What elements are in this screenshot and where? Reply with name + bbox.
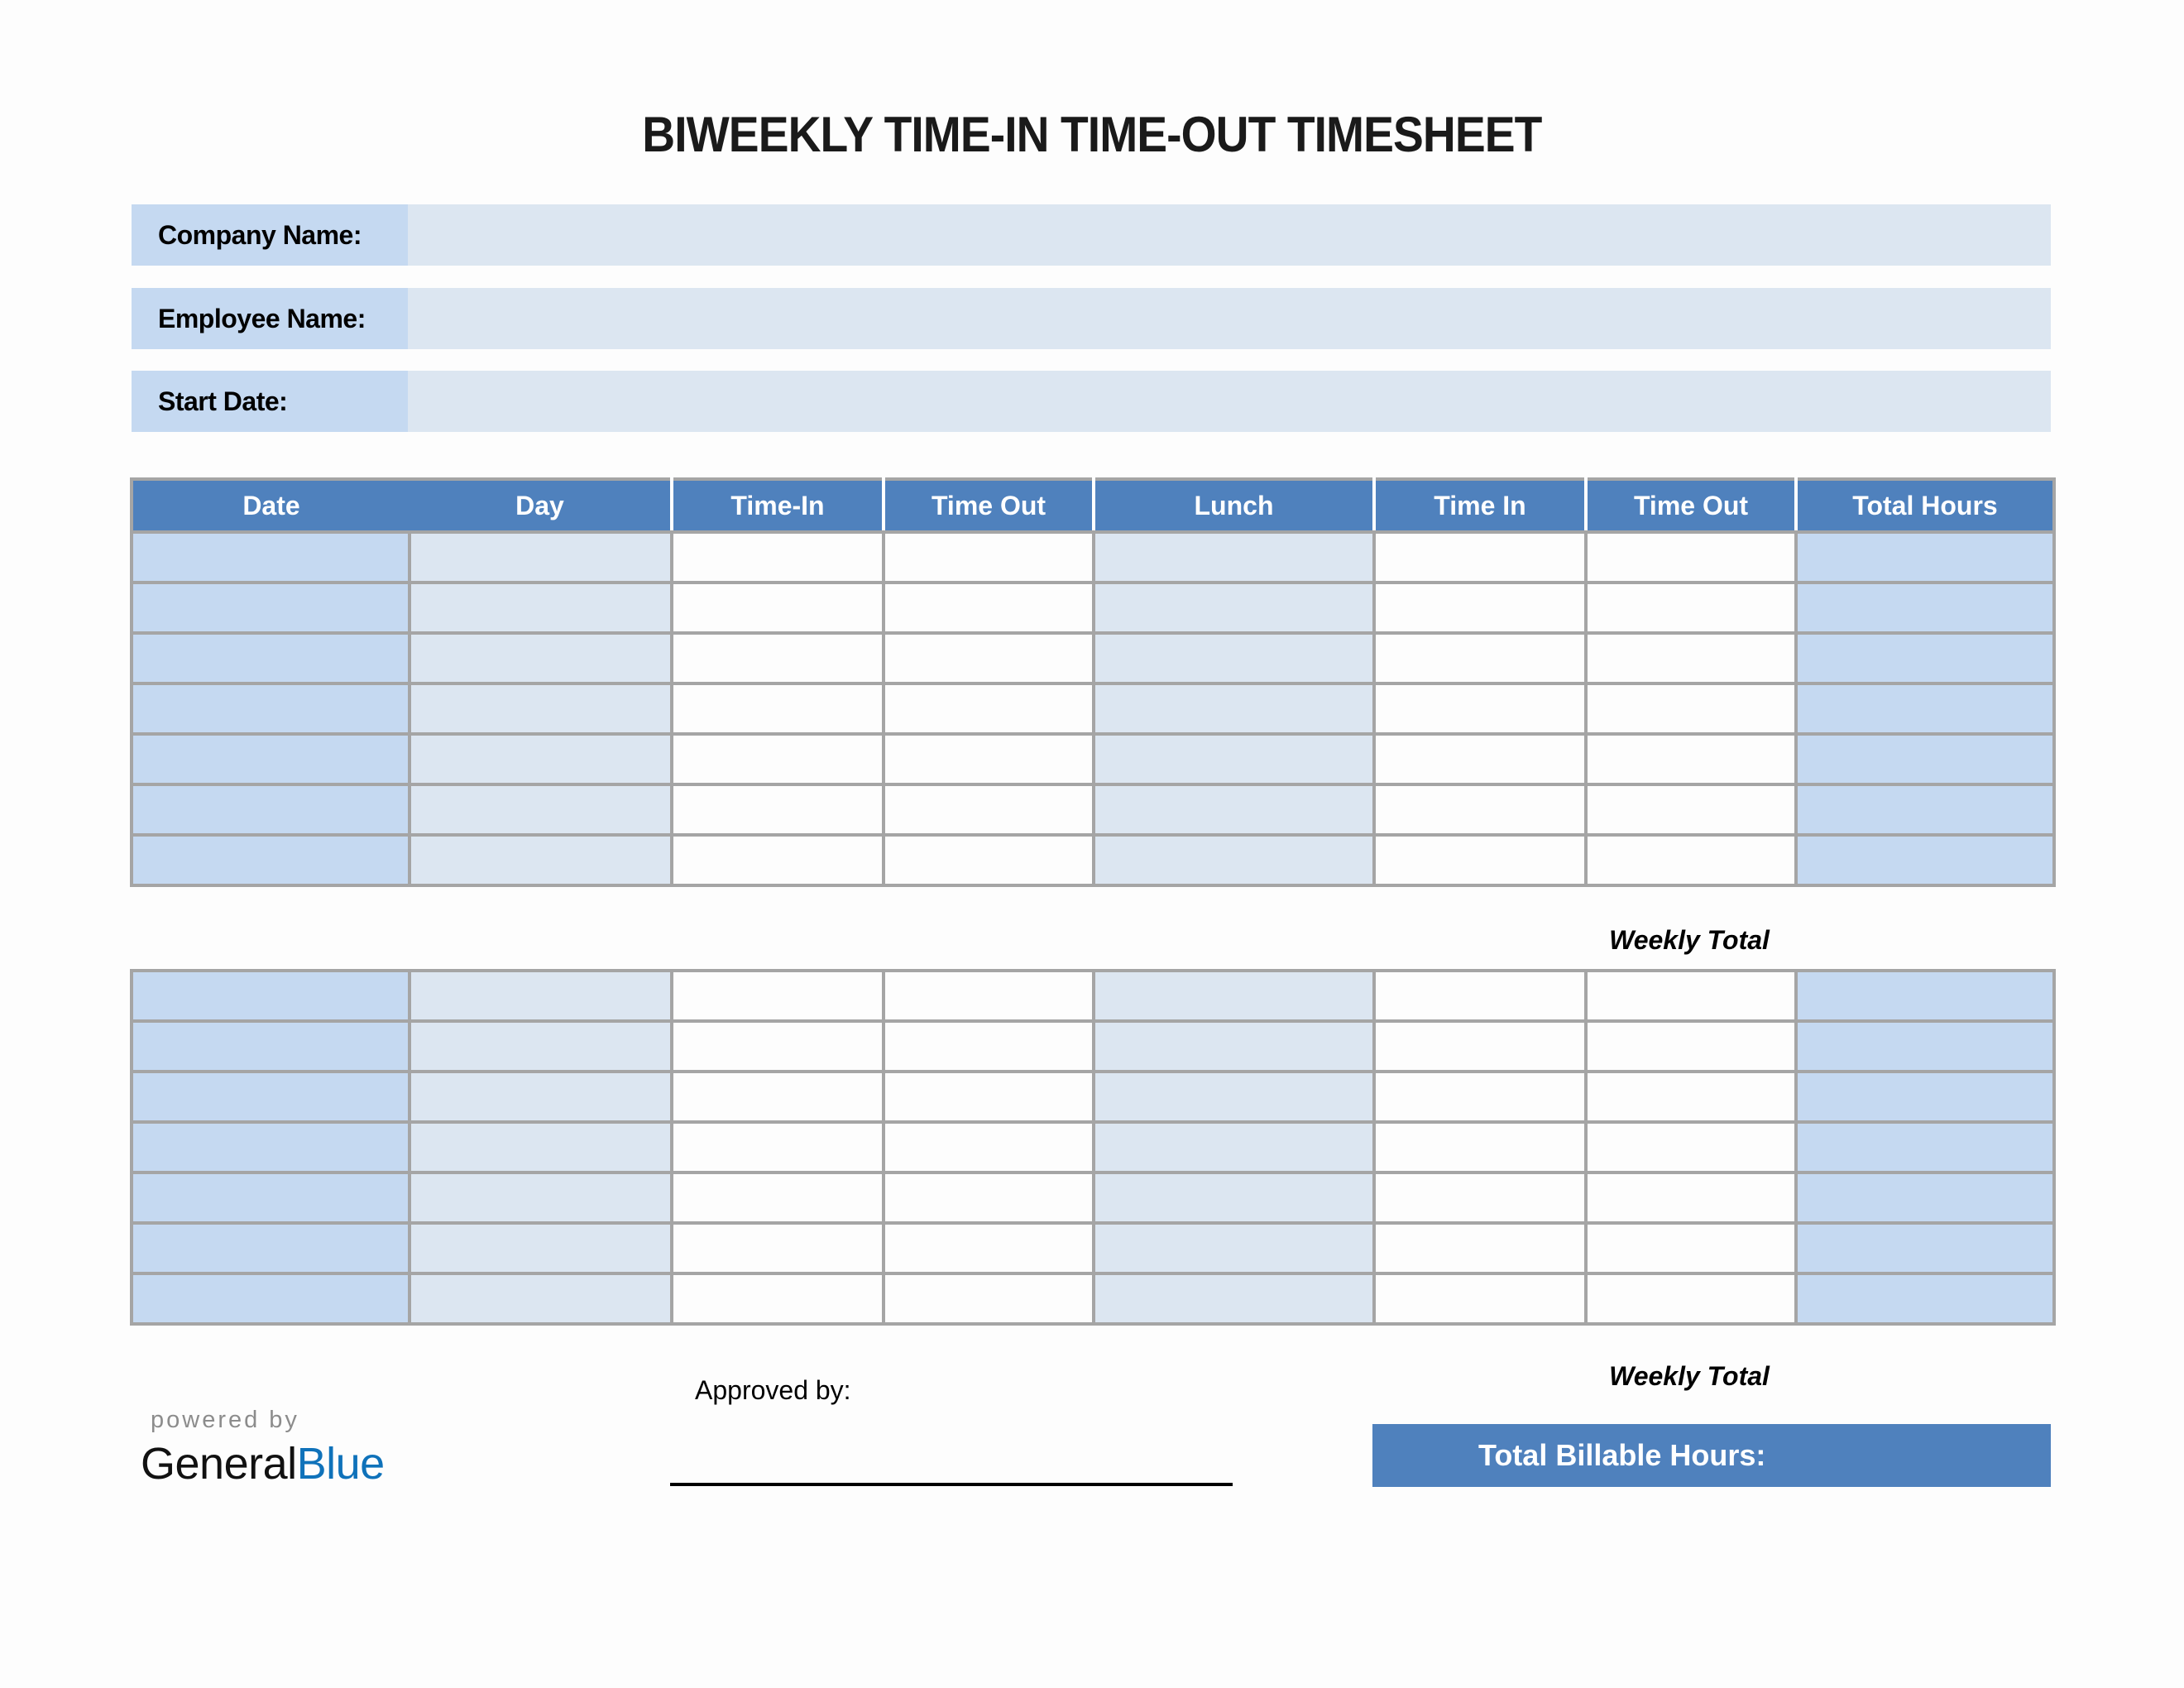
cell-day[interactable] [410,1172,672,1223]
cell-time-out[interactable] [884,1223,1094,1273]
cell-time-in-2[interactable] [1374,683,1586,734]
cell-time-in-2[interactable] [1374,1072,1586,1122]
cell-date[interactable] [132,532,410,583]
cell-time-in[interactable] [672,835,884,885]
cell-total-hours[interactable] [1796,835,2054,885]
cell-total-hours[interactable] [1796,1122,2054,1172]
cell-lunch[interactable] [1094,734,1374,784]
company-name-label: Company Name: [132,204,408,266]
cell-date[interactable] [132,1273,410,1324]
start-date-field[interactable] [408,371,2051,432]
cell-date[interactable] [132,784,410,835]
table-row [132,532,2054,583]
page-title: BIWEEKLY TIME-IN TIME-OUT TIMESHEET [642,107,1542,162]
cell-time-in[interactable] [672,1223,884,1273]
table-row [132,784,2054,835]
cell-day[interactable] [410,971,672,1021]
employee-name-row [132,288,2051,349]
cell-time-out[interactable] [884,683,1094,734]
cell-time-out[interactable] [884,1021,1094,1072]
cell-time-out-2[interactable] [1586,583,1796,633]
brand-blue: Blue [296,1439,385,1489]
company-name-field[interactable] [408,204,2051,266]
cell-time-out[interactable] [884,734,1094,784]
cell-time-out[interactable] [884,784,1094,835]
cell-time-in-2[interactable] [1374,633,1586,683]
cell-lunch[interactable] [1094,784,1374,835]
cell-time-out[interactable] [884,1172,1094,1223]
cell-time-out[interactable] [884,1122,1094,1172]
cell-date[interactable] [132,583,410,633]
table-row [132,633,2054,683]
powered-by-text: powered by [151,1407,299,1433]
total-billable-hours-box [1372,1424,2051,1487]
cell-total-hours[interactable] [1796,784,2054,835]
header-day: Day [410,479,672,532]
cell-time-in[interactable] [672,1072,884,1122]
cell-date[interactable] [132,683,410,734]
start-date-label: Start Date: [132,371,408,432]
cell-lunch[interactable] [1094,683,1374,734]
cell-time-in[interactable] [672,633,884,683]
start-date-row [132,371,2051,432]
total-billable-hours-label: Total Billable Hours: [1478,1438,1766,1472]
week1-total-label: Weekly Total [1609,925,1770,955]
approved-by-label: Approved by: [695,1375,851,1405]
cell-day[interactable] [410,784,672,835]
table-row [132,734,2054,784]
cell-time-in-2[interactable] [1374,971,1586,1021]
header-time-in: Time-In [672,479,884,532]
header-time-out-2: Time Out [1586,479,1796,532]
cell-time-out[interactable] [884,583,1094,633]
cell-date[interactable] [132,1172,410,1223]
cell-lunch[interactable] [1094,1072,1374,1122]
cell-time-in[interactable] [672,532,884,583]
header-time-in-2: Time In [1374,479,1586,532]
cell-time-in[interactable] [672,1021,884,1072]
cell-day[interactable] [410,1273,672,1324]
cell-total-hours[interactable] [1796,583,2054,633]
approval-signature-line[interactable] [670,1483,1233,1486]
cell-day[interactable] [410,583,672,633]
cell-time-in[interactable] [672,683,884,734]
cell-time-out-2[interactable] [1586,532,1796,583]
cell-lunch[interactable] [1094,633,1374,683]
cell-time-in-2[interactable] [1374,1122,1586,1172]
cell-day[interactable] [410,734,672,784]
cell-time-in[interactable] [672,1122,884,1172]
cell-total-hours[interactable] [1796,1021,2054,1072]
cell-day[interactable] [410,1021,672,1072]
cell-lunch[interactable] [1094,1223,1374,1273]
cell-time-out-2[interactable] [1586,1273,1796,1324]
cell-time-in-2[interactable] [1374,532,1586,583]
cell-time-out-2[interactable] [1586,633,1796,683]
table-row [132,583,2054,633]
cell-time-out-2[interactable] [1586,835,1796,885]
cell-total-hours[interactable] [1796,1223,2054,1273]
generalblue-logo[interactable] [141,1438,385,1489]
cell-day[interactable] [410,633,672,683]
table-row [132,835,2054,885]
cell-day[interactable] [410,835,672,885]
cell-time-in-2[interactable] [1374,784,1586,835]
cell-day[interactable] [410,1223,672,1273]
table-row [132,1223,2054,1273]
table-row [132,683,2054,734]
cell-time-out-2[interactable] [1586,1122,1796,1172]
cell-time-out[interactable] [884,633,1094,683]
cell-time-in-2[interactable] [1374,1172,1586,1223]
cell-time-out-2[interactable] [1586,1223,1796,1273]
cell-time-out[interactable] [884,532,1094,583]
cell-time-in-2[interactable] [1374,583,1586,633]
cell-date[interactable] [132,633,410,683]
cell-lunch[interactable] [1094,583,1374,633]
cell-time-out-2[interactable] [1586,734,1796,784]
cell-date[interactable] [132,1072,410,1122]
cell-time-out-2[interactable] [1586,1072,1796,1122]
cell-time-out-2[interactable] [1586,971,1796,1021]
header-lunch: Lunch [1094,479,1374,532]
header-total-hours: Total Hours [1796,479,2054,532]
cell-total-hours[interactable] [1796,1172,2054,1223]
table-row [132,1172,2054,1223]
cell-date[interactable] [132,1122,410,1172]
cell-time-in-2[interactable] [1374,835,1586,885]
cell-lunch[interactable] [1094,1021,1374,1072]
cell-total-hours[interactable] [1796,734,2054,784]
cell-total-hours[interactable] [1796,1273,2054,1324]
cell-time-in[interactable] [672,734,884,784]
cell-time-in[interactable] [672,583,884,633]
cell-time-out[interactable] [884,835,1094,885]
cell-time-in-2[interactable] [1374,1273,1586,1324]
cell-time-in[interactable] [672,784,884,835]
cell-time-in-2[interactable] [1374,1223,1586,1273]
cell-time-in-2[interactable] [1374,734,1586,784]
table-row [132,971,2054,1021]
cell-date[interactable] [132,835,410,885]
cell-lunch[interactable] [1094,1273,1374,1324]
brand-general: General [141,1439,297,1489]
cell-lunch[interactable] [1094,835,1374,885]
week1-timesheet-table [130,477,2056,887]
cell-time-in[interactable] [672,971,884,1021]
cell-total-hours[interactable] [1796,633,2054,683]
cell-time-in[interactable] [672,1273,884,1324]
cell-date[interactable] [132,971,410,1021]
cell-time-out-2[interactable] [1586,683,1796,734]
header-date: Date [132,479,410,532]
table-row [132,1021,2054,1072]
cell-total-hours[interactable] [1796,683,2054,734]
week2-timesheet-table [130,969,2056,1326]
cell-day[interactable] [410,532,672,583]
cell-lunch[interactable] [1094,1122,1374,1172]
cell-time-out[interactable] [884,1273,1094,1324]
cell-time-in-2[interactable] [1374,1021,1586,1072]
cell-time-out[interactable] [884,1072,1094,1122]
employee-name-label: Employee Name: [132,288,408,349]
cell-total-hours[interactable] [1796,1072,2054,1122]
cell-lunch[interactable] [1094,1172,1374,1223]
cell-time-out-2[interactable] [1586,784,1796,835]
cell-lunch[interactable] [1094,532,1374,583]
cell-date[interactable] [132,1223,410,1273]
employee-name-field[interactable] [408,288,2051,349]
cell-lunch[interactable] [1094,971,1374,1021]
cell-day[interactable] [410,1122,672,1172]
cell-total-hours[interactable] [1796,971,2054,1021]
cell-time-out[interactable] [884,971,1094,1021]
header-time-out: Time Out [884,479,1094,532]
table-header-row [132,479,2054,532]
cell-time-in[interactable] [672,1172,884,1223]
cell-time-out-2[interactable] [1586,1021,1796,1072]
table-row [132,1072,2054,1122]
cell-date[interactable] [132,734,410,784]
table-row [132,1273,2054,1324]
cell-date[interactable] [132,1021,410,1072]
cell-time-out-2[interactable] [1586,1172,1796,1223]
week2-total-label: Weekly Total [1609,1361,1770,1391]
company-name-row [132,204,2051,266]
cell-total-hours[interactable] [1796,532,2054,583]
table-row [132,1122,2054,1172]
cell-day[interactable] [410,683,672,734]
cell-day[interactable] [410,1072,672,1122]
